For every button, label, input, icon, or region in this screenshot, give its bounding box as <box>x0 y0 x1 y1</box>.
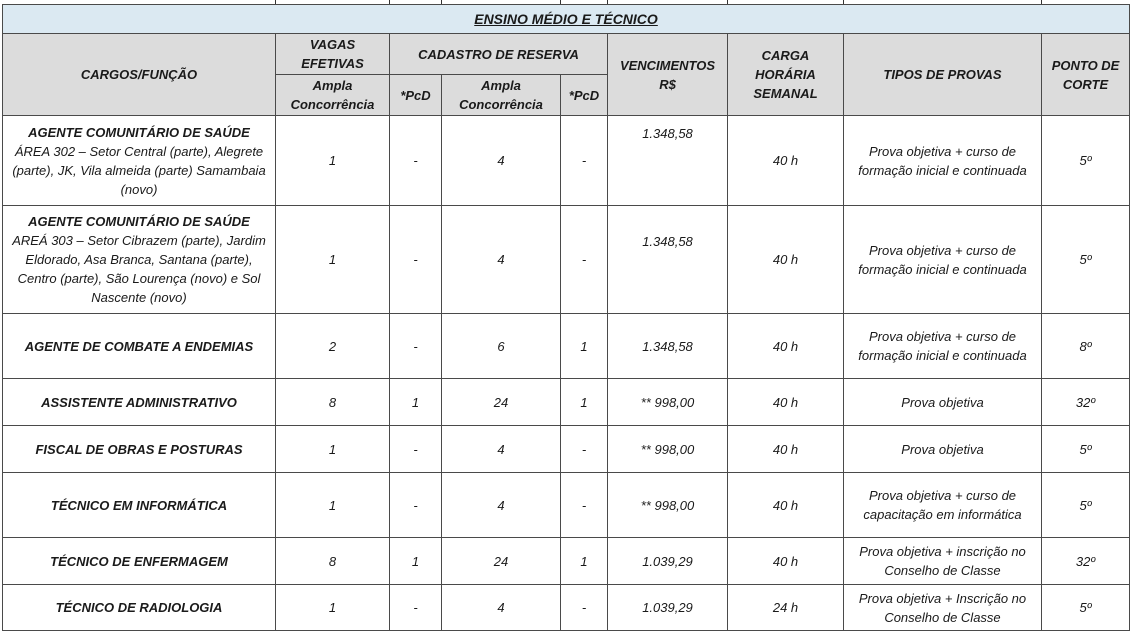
tipos-provas: Prova objetiva + inscrição no Conselho de Classe <box>844 538 1042 585</box>
reserva-ampla: 4 <box>442 473 561 538</box>
cargo-title: TÉCNICO EM INFORMÁTICA <box>3 473 276 538</box>
reserva-ampla: 4 <box>442 206 561 314</box>
header-ampla-vagas: Ampla Concorrência <box>276 75 390 116</box>
header-tipos-provas: TIPOS DE PROVAS <box>844 34 1042 116</box>
cargo-detail: AREÁ 303 – Setor Cibrazem (parte), Jardim Eldorado, Asa Branca, Santana (parte), Centro (parte), São Lourença (novo) e Sol Nascente (novo) <box>12 233 266 305</box>
vacancy-table <box>2 4 1130 631</box>
reserva-ampla: 24 <box>442 538 561 585</box>
header-ponto-corte: PONTO DE CORTE <box>1042 34 1130 116</box>
table-row <box>3 314 1130 379</box>
cargo-title: FISCAL DE OBRAS E POSTURAS <box>3 426 276 473</box>
vagas-ampla: 1 <box>276 426 390 473</box>
tipos-provas: Prova objetiva <box>844 379 1042 426</box>
vencimento: ** 998,00 <box>608 473 728 538</box>
table-row <box>3 116 1130 206</box>
vagas-pcd: 1 <box>390 379 442 426</box>
header-vencimentos: VENCIMENTOS R$ <box>608 34 728 116</box>
vagas-ampla: 1 <box>276 116 390 206</box>
vencimento: ** 998,00 <box>608 426 728 473</box>
reserva-ampla: 4 <box>442 116 561 206</box>
vagas-pcd: 1 <box>390 538 442 585</box>
carga-horaria: 40 h <box>728 473 844 538</box>
tipos-provas: Prova objetiva + Inscrição no Conselho de Classe <box>844 585 1042 631</box>
vagas-ampla: 1 <box>276 206 390 314</box>
vencimento: 1.039,29 <box>608 538 728 585</box>
cargo-title: ASSISTENTE ADMINISTRATIVO <box>3 379 276 426</box>
vagas-ampla: 8 <box>276 379 390 426</box>
vencimento: ** 998,00 <box>608 379 728 426</box>
ponto-corte: 32º <box>1042 538 1130 585</box>
reserva-ampla: 4 <box>442 426 561 473</box>
ponto-corte: 5º <box>1042 585 1130 631</box>
carga-horaria: 40 h <box>728 206 844 314</box>
vencimento: 1.348,58 <box>608 314 728 379</box>
reserva-ampla: 24 <box>442 379 561 426</box>
cargo-detail: ÁREA 302 – Setor Central (parte), Alegrete (parte), JK, Vila almeida (parte) Samambaia (novo) <box>12 143 266 197</box>
reserva-pcd: - <box>561 585 608 631</box>
carga-horaria: 24 h <box>728 585 844 631</box>
tipos-provas: Prova objetiva <box>844 426 1042 473</box>
carga-horaria: 40 h <box>728 314 844 379</box>
reserva-pcd: - <box>561 473 608 538</box>
vagas-pcd: - <box>390 116 442 206</box>
ponto-corte: 32º <box>1042 379 1130 426</box>
vencimento: 1.348,58 <box>608 116 728 206</box>
tipos-provas: Prova objetiva + curso de formação inicial e continuada <box>844 314 1042 379</box>
reserva-pcd: 1 <box>561 538 608 585</box>
table-row <box>3 473 1130 538</box>
cargo-cell <box>3 116 276 206</box>
table-row <box>3 585 1130 631</box>
reserva-ampla: 4 <box>442 585 561 631</box>
ponto-corte: 5º <box>1042 426 1130 473</box>
table-row <box>3 206 1130 314</box>
vagas-pcd: - <box>390 426 442 473</box>
vencimento: 1.039,29 <box>608 585 728 631</box>
vencimento: 1.348,58 <box>608 206 728 314</box>
header-cargos: CARGOS/FUNÇÃO <box>3 34 276 116</box>
vagas-ampla: 1 <box>276 473 390 538</box>
header-pcd-vagas: *PcD <box>390 75 442 116</box>
cargo-cell <box>3 206 276 314</box>
header-carga-horaria: CARGA HORÁRIA SEMANAL <box>728 34 844 116</box>
vagas-pcd: - <box>390 206 442 314</box>
header-ampla-reserva: Ampla Concorrência <box>442 75 561 116</box>
reserva-pcd: 1 <box>561 314 608 379</box>
cargo-title: TÉCNICO DE ENFERMAGEM <box>3 538 276 585</box>
ponto-corte: 5º <box>1042 473 1130 538</box>
ponto-corte: 5º <box>1042 206 1130 314</box>
vagas-ampla: 2 <box>276 314 390 379</box>
ponto-corte: 5º <box>1042 116 1130 206</box>
header-cadastro-reserva: CADASTRO DE RESERVA <box>390 34 608 75</box>
tipos-provas: Prova objetiva + curso de formação inicial e continuada <box>844 116 1042 206</box>
reserva-ampla: 6 <box>442 314 561 379</box>
reserva-pcd: - <box>561 206 608 314</box>
cargo-title: AGENTE COMUNITÁRIO DE SAÚDE <box>28 124 250 140</box>
vagas-pcd: - <box>390 585 442 631</box>
vagas-pcd: - <box>390 473 442 538</box>
vagas-ampla: 8 <box>276 538 390 585</box>
carga-horaria: 40 h <box>728 116 844 206</box>
table-row <box>3 426 1130 473</box>
vagas-ampla: 1 <box>276 585 390 631</box>
header-pcd-reserva: *PcD <box>561 75 608 116</box>
reserva-pcd: - <box>561 426 608 473</box>
table-row <box>3 379 1130 426</box>
section-title: ENSINO MÉDIO E TÉCNICO <box>3 5 1130 34</box>
reserva-pcd: 1 <box>561 379 608 426</box>
header-vagas-efetivas: VAGAS EFETIVAS <box>276 34 390 75</box>
carga-horaria: 40 h <box>728 379 844 426</box>
table-row <box>3 538 1130 585</box>
ponto-corte: 8º <box>1042 314 1130 379</box>
carga-horaria: 40 h <box>728 426 844 473</box>
tipos-provas: Prova objetiva + curso de capacitação em informática <box>844 473 1042 538</box>
cargo-title: AGENTE DE COMBATE A ENDEMIAS <box>3 314 276 379</box>
carga-horaria: 40 h <box>728 538 844 585</box>
tipos-provas: Prova objetiva + curso de formação inicial e continuada <box>844 206 1042 314</box>
cargo-title: AGENTE COMUNITÁRIO DE SAÚDE <box>28 214 250 229</box>
vagas-pcd: - <box>390 314 442 379</box>
reserva-pcd: - <box>561 116 608 206</box>
cargo-title: TÉCNICO DE RADIOLOGIA <box>3 585 276 631</box>
